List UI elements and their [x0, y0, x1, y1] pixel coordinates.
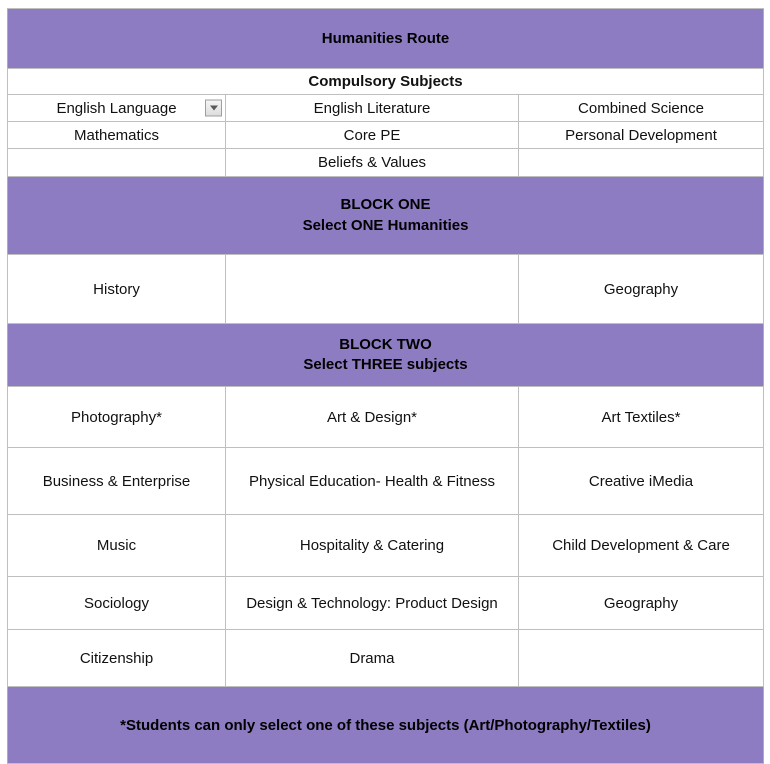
title-band-row — [8, 9, 764, 69]
table-row — [8, 95, 764, 122]
footnote-band-row — [8, 687, 764, 764]
cell-creative-imedia[interactable]: Creative iMedia — [519, 448, 764, 515]
cell-core-pe[interactable]: Core PE — [226, 122, 519, 149]
block-two-header — [8, 324, 764, 387]
empty-cell — [226, 255, 519, 324]
block-two-subtitle: Select THREE subjects — [303, 356, 468, 373]
table-row — [8, 255, 764, 324]
table-row — [8, 149, 764, 177]
footnote-prefix: *Students can only select — [120, 716, 307, 734]
cell-geography-block-one[interactable]: Geography — [519, 255, 764, 324]
cell-photography[interactable]: Photography* — [8, 387, 226, 448]
empty-cell — [519, 149, 764, 177]
table-row — [8, 630, 764, 687]
cell-english-literature[interactable]: English Literature — [226, 95, 519, 122]
footnote-bold-word: one — [306, 716, 333, 734]
cell-dt-product-design[interactable]: Design & Technology: Product Design — [226, 577, 519, 630]
page-title: Humanities Route — [8, 9, 764, 69]
table-row — [8, 577, 764, 630]
cell-mathematics[interactable]: Mathematics — [8, 122, 226, 149]
cell-drama[interactable]: Drama — [226, 630, 519, 687]
cell-art-textiles[interactable]: Art Textiles* — [519, 387, 764, 448]
table-row — [8, 448, 764, 515]
chevron-down-icon — [210, 106, 218, 111]
block-two-band-row — [8, 324, 764, 387]
cell-personal-development[interactable]: Personal Development — [519, 122, 764, 149]
block-one-band-row — [8, 177, 764, 255]
cell-label: English Language — [56, 99, 177, 117]
compulsory-subjects-header: Compulsory Subjects — [8, 69, 764, 95]
dropdown-arrow-button[interactable] — [205, 100, 222, 117]
humanities-route-table — [7, 8, 764, 764]
compulsory-header-row — [8, 69, 764, 95]
block-one-title: BLOCK ONE — [340, 196, 431, 214]
footnote — [8, 687, 764, 764]
cell-pe-health-fitness[interactable]: Physical Education- Health & Fitness — [226, 448, 519, 515]
cell-music[interactable]: Music — [8, 515, 226, 577]
cell-geography-block-two[interactable]: Geography — [519, 577, 764, 630]
cell-child-development-care[interactable]: Child Development & Care — [519, 515, 764, 577]
block-one-subtitle: Select ONE Humanities — [302, 216, 469, 234]
cell-history[interactable]: History — [8, 255, 226, 324]
table-row — [8, 515, 764, 577]
empty-cell — [519, 630, 764, 687]
table-row — [8, 122, 764, 149]
footnote-suffix: of these subjects (Art/Photography/Textiles) — [332, 716, 651, 734]
cell-business-enterprise[interactable]: Business & Enterprise — [8, 448, 226, 515]
cell-art-design[interactable]: Art & Design* — [226, 387, 519, 448]
empty-cell — [8, 149, 226, 177]
cell-english-language[interactable] — [8, 95, 226, 122]
block-one-header — [8, 177, 764, 255]
block-two-title: BLOCK TWO — [339, 335, 432, 353]
cell-combined-science[interactable]: Combined Science — [519, 95, 764, 122]
cell-beliefs-values[interactable]: Beliefs & Values — [226, 149, 519, 177]
table-row — [8, 387, 764, 448]
cell-citizenship[interactable]: Citizenship — [8, 630, 226, 687]
cell-hospitality-catering[interactable]: Hospitality & Catering — [226, 515, 519, 577]
cell-sociology[interactable]: Sociology — [8, 577, 226, 630]
